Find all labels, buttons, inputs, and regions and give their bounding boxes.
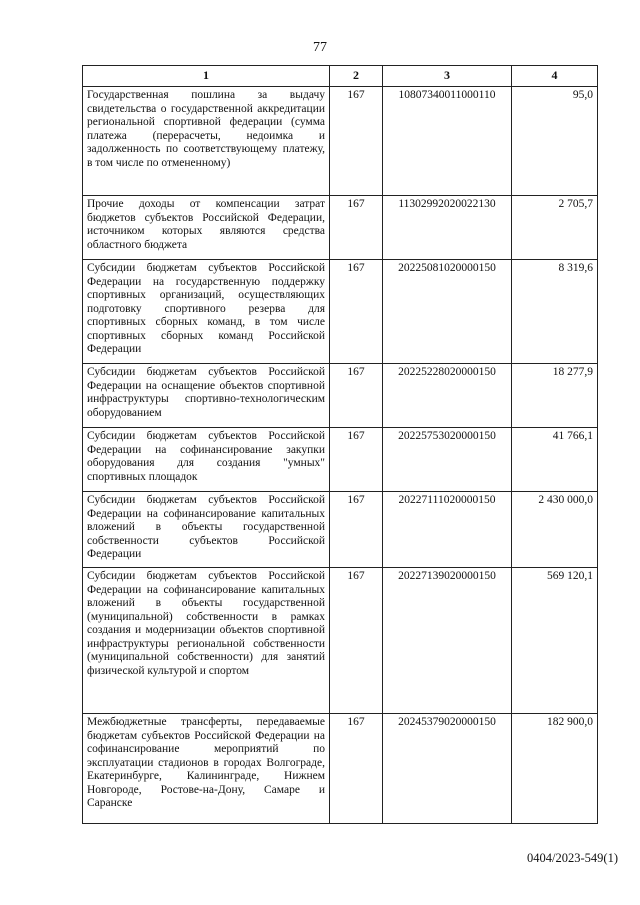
table-row <box>83 260 598 364</box>
table-row <box>83 428 598 492</box>
column-header-1: 1 <box>83 66 330 87</box>
revenue-name-cell: Межбюджетные трансферты, передаваемые бюджетам субъектов Российской Федерации на софинансирование мероприятий по эксплуатации стадионов в городах Волгограде, Екатеринбурге, Калининграде, Нижнем Новгороде, Ростове-на-Дону, Самаре и Саранске <box>83 714 330 824</box>
revenue-name-cell: Прочие доходы от компенсации затрат бюджетов субъектов Российской Федерации, источником которых являются средства областного бюджета <box>83 196 330 260</box>
revenue-name-cell: Субсидии бюджетам субъектов Российской Федерации на государственную поддержку спортивных организаций, осуществляющих подготовку спортивного резерва для спортивных сборных команд, в том числе спортивных сборных команд Российской Федерации <box>83 260 330 364</box>
budget-code-cell: 20227111020000150 <box>383 492 512 568</box>
admin-code-cell: 167 <box>330 568 383 714</box>
budget-code-cell: 20225753020000150 <box>383 428 512 492</box>
admin-code-cell: 167 <box>330 196 383 260</box>
revenue-name-cell: Субсидии бюджетам субъектов Российской Федерации на софинансирование закупки оборудования для создания "умных" спортивных площадок <box>83 428 330 492</box>
admin-code-cell: 167 <box>330 714 383 824</box>
budget-code-cell: 11302992020022130 <box>383 196 512 260</box>
amount-cell: 569 120,1 <box>512 568 598 714</box>
revenue-name-cell: Субсидии бюджетам субъектов Российской Федерации на софинансирование капитальных вложений в объекты государственной собственности субъектов Российской Федерации <box>83 492 330 568</box>
revenue-name-cell: Государственная пошлина за выдачу свидетельства о государственной аккредитации региональной спортивной федерации (сумма платежа (перерасчеты, недоимка и задолженность по соответствующему платежу, в том числе по отмененному) <box>83 87 330 196</box>
budget-code-cell: 20225081020000150 <box>383 260 512 364</box>
amount-cell: 2 430 000,0 <box>512 492 598 568</box>
column-header-3: 3 <box>383 66 512 87</box>
admin-code-cell: 167 <box>330 428 383 492</box>
amount-cell: 41 766,1 <box>512 428 598 492</box>
document-reference: 0404/2023-549(1) <box>527 851 618 865</box>
column-header-4: 4 <box>512 66 598 87</box>
table-row <box>83 492 598 568</box>
revenue-name-cell: Субсидии бюджетам субъектов Российской Федерации на оснащение объектов спортивной инфраструктуры спортивно-технологическим оборудованием <box>83 364 330 428</box>
budget-revenue-table <box>82 65 598 824</box>
amount-cell: 18 277,9 <box>512 364 598 428</box>
admin-code-cell: 167 <box>330 87 383 196</box>
admin-code-cell: 167 <box>330 364 383 428</box>
column-header-2: 2 <box>330 66 383 87</box>
amount-cell: 182 900,0 <box>512 714 598 824</box>
amount-cell: 8 319,6 <box>512 260 598 364</box>
budget-code-cell: 10807340011000110 <box>383 87 512 196</box>
table-row <box>83 87 598 196</box>
revenue-name-cell: Субсидии бюджетам субъектов Российской Федерации на софинансирование капитальных вложений в объекты государственной (муниципальной) собственности в рамках создания и модернизации объектов спортивной инфраструктуры региональной собственности (муниципальной собственности) для занятий физической культурой и спортом <box>83 568 330 714</box>
budget-code-cell: 20227139020000150 <box>383 568 512 714</box>
table-row <box>83 714 598 824</box>
budget-code-cell: 20225228020000150 <box>383 364 512 428</box>
table-row <box>83 364 598 428</box>
table-row <box>83 568 598 714</box>
page-number: 77 <box>313 40 327 55</box>
table-header-row <box>83 66 598 87</box>
amount-cell: 2 705,7 <box>512 196 598 260</box>
admin-code-cell: 167 <box>330 260 383 364</box>
admin-code-cell: 167 <box>330 492 383 568</box>
table-row <box>83 196 598 260</box>
budget-code-cell: 20245379020000150 <box>383 714 512 824</box>
amount-cell: 95,0 <box>512 87 598 196</box>
